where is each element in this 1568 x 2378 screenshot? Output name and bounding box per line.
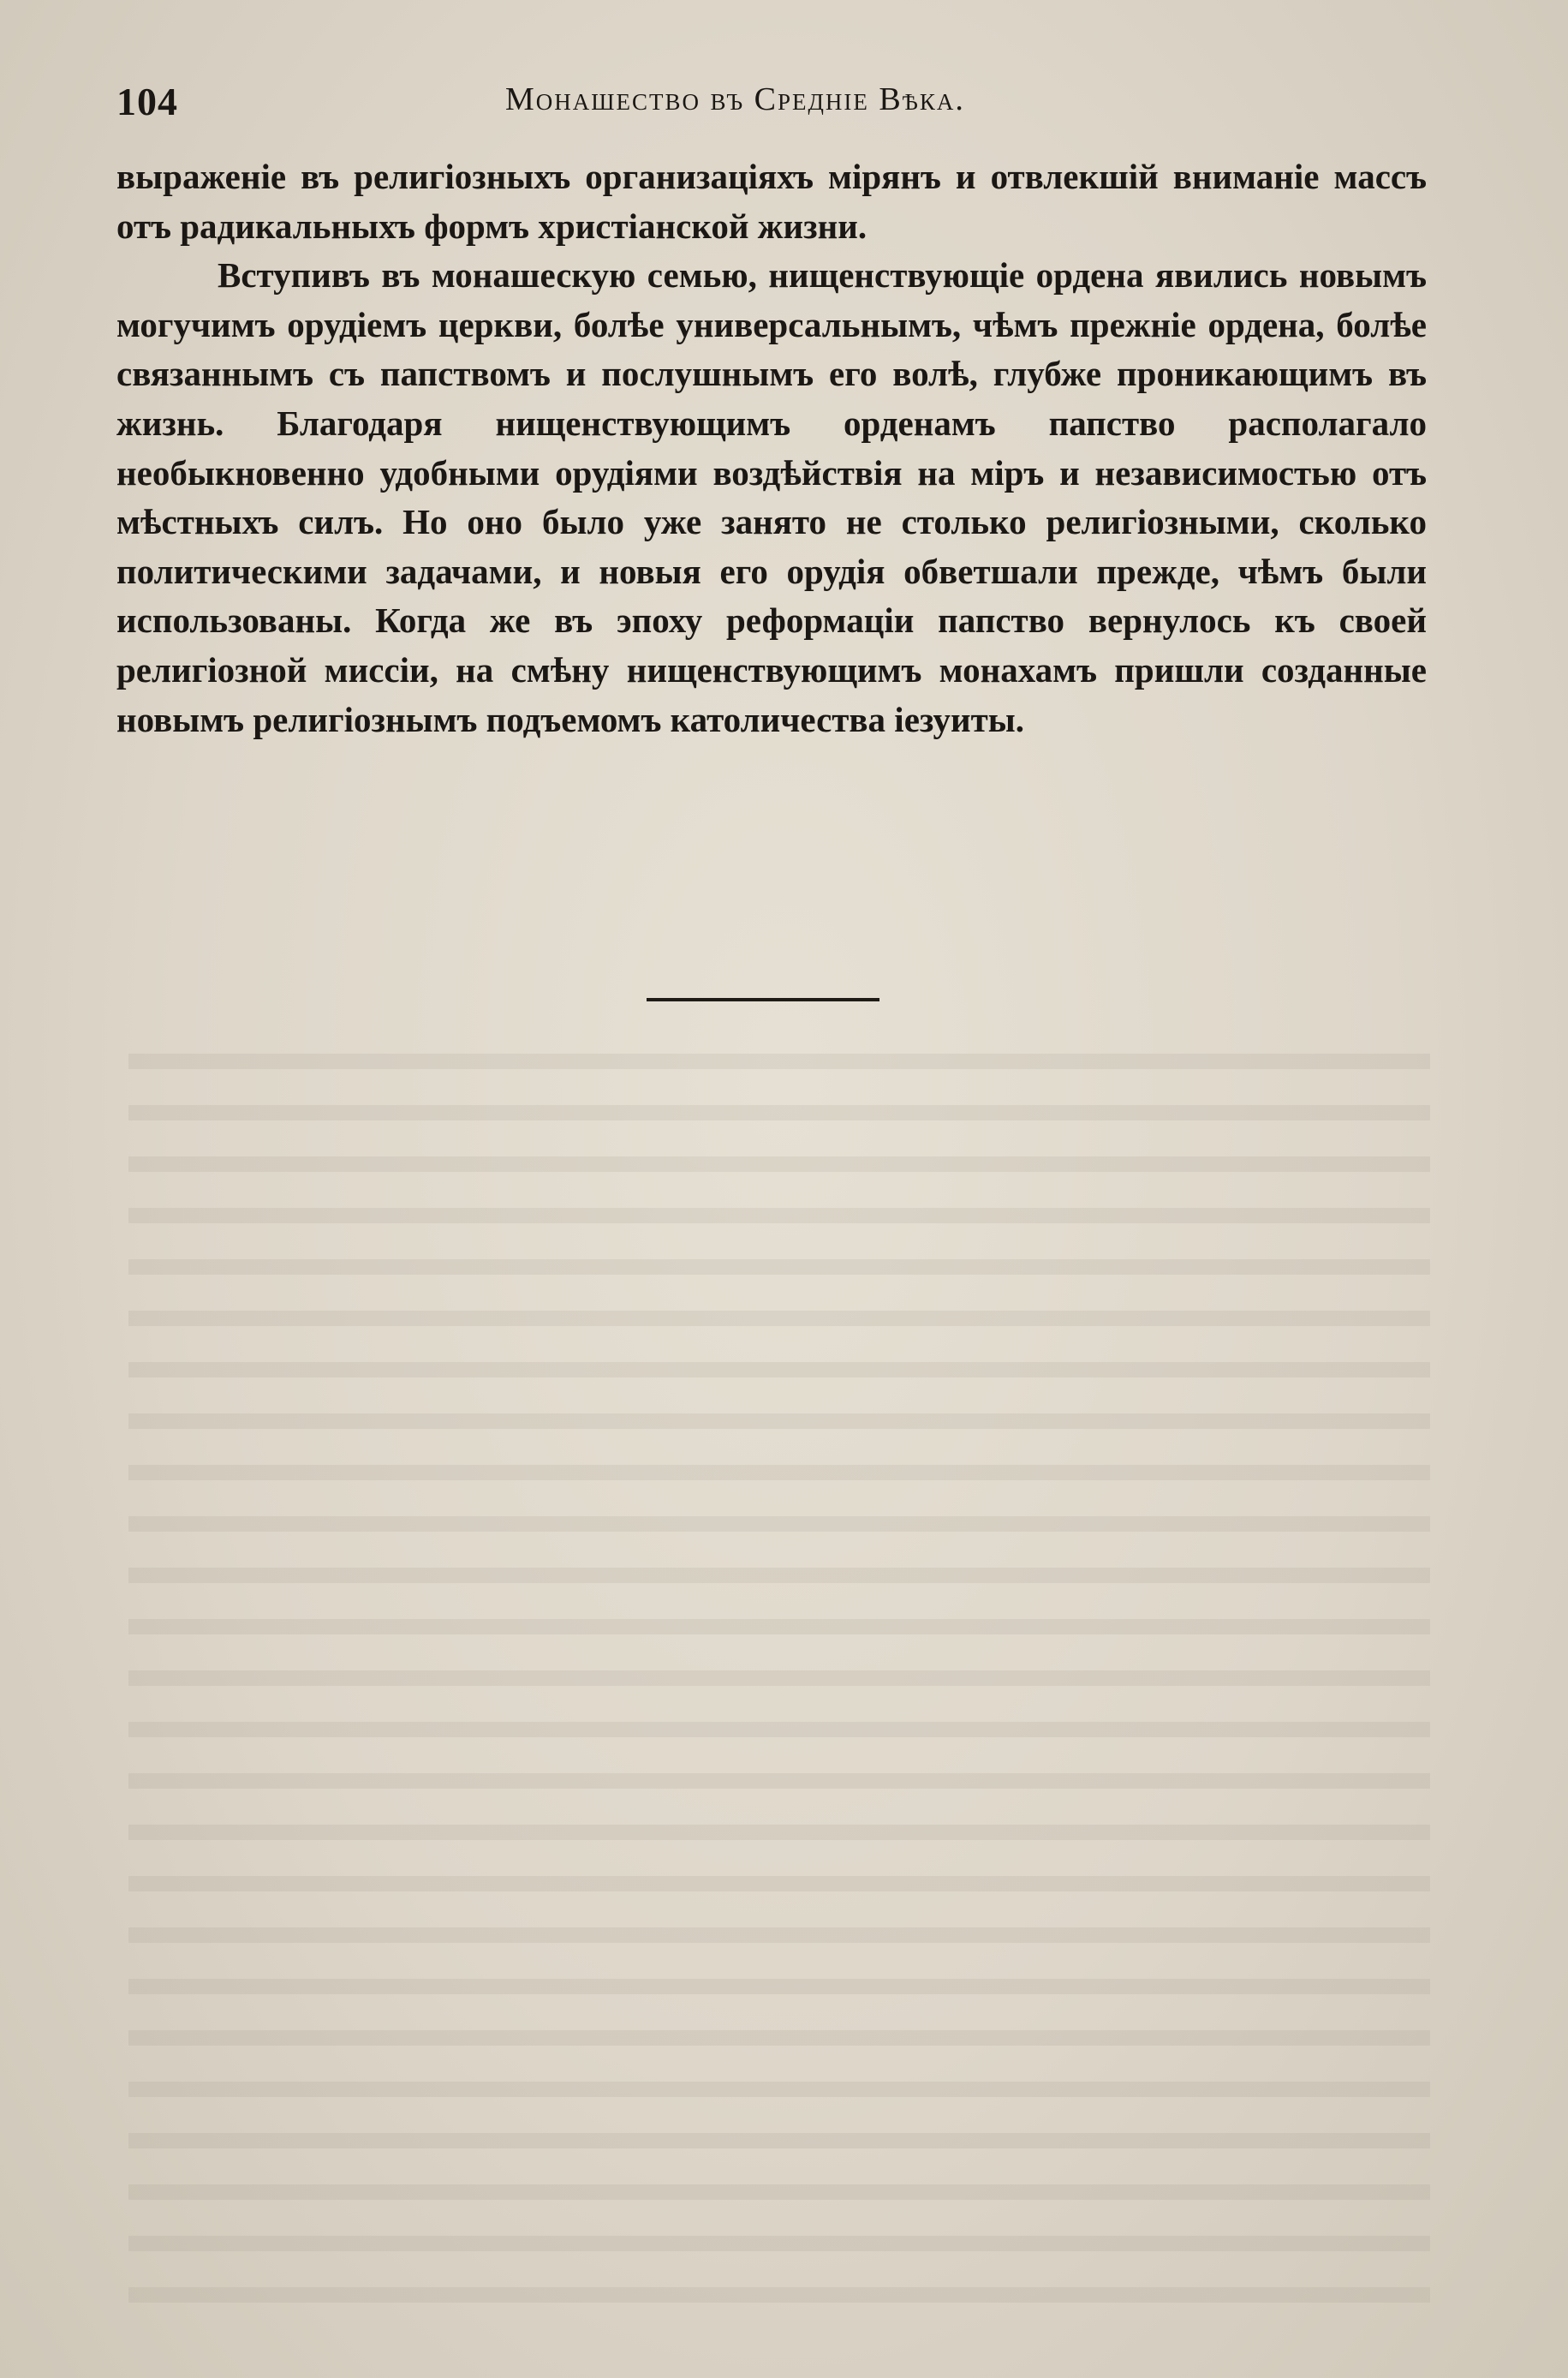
section-end-rule <box>647 998 879 1001</box>
paragraph-mendicant-orders: Вступивъ въ монашескую семью, нищенствующіе ордена явились новымъ могучимъ орудіемъ церкви, болѣе универсальнымъ, чѣмъ прежніе ордена, болѣе связаннымъ съ папствомъ и послушнымъ его волѣ, глубже проникающимъ въ жизнь. Благодаря нищенствующимъ орденамъ папство располагало необыкновенно удобными орудіями воздѣйствія на міръ и независимостью отъ мѣстныхъ силъ. Но оно было уже занято не столько религіозными, сколько политическими задачами, и новыя его орудія обветшали прежде, чѣмъ были использованы. Когда же въ эпоху реформаціи папство вернулось къ своей религіозной миссіи, на смѣну нищенствующимъ монахамъ пришли созданные новымъ религіознымъ подъемомъ католичества іезуиты. <box>116 255 1427 739</box>
show-through-texture <box>128 1054 1430 2339</box>
running-title: Монашество въ Средніе Вѣка. <box>505 81 965 117</box>
body-text <box>116 152 1427 744</box>
page-number: 104 <box>116 80 178 123</box>
paragraph-continuation: выраженіе въ религіозныхъ организаціяхъ мірянъ и отвлекшій вниманіе массъ отъ радикальныхъ формъ христіанской жизни. <box>116 157 1427 246</box>
